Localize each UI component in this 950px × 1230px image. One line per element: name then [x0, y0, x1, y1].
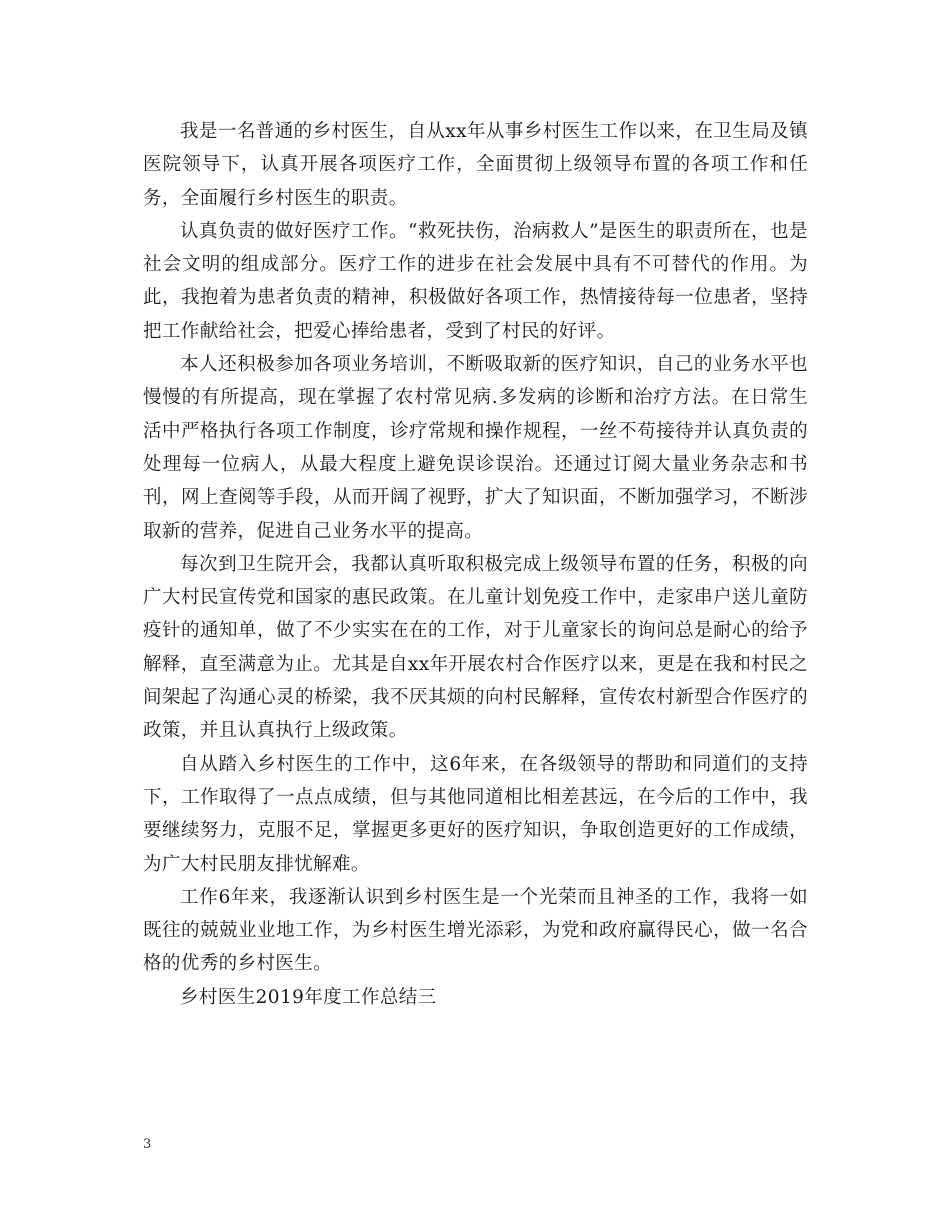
document-body: [143, 115, 808, 1014]
page-number: 3: [143, 1137, 152, 1152]
paragraph: 本人还积极参加各项业务培训，不断吸取新的医疗知识，自己的业务水平也慢慢的有所提高，现在掌握了农村常见病.多发病的诊断和治疗方法。在日常生活中严格执行各项工作制度，诊疗常规和操作规程，一丝不苟接待并认真负责的处理每一位病人，从最大程度上避免误诊误治。还通过订阅大量业务杂志和书刊，网上查阅等手段，从而开阔了视野，扩大了知识面，不断加强学习，不断涉取新的营养，促进自己业务水平的提高。: [143, 354, 808, 542]
paragraph: 认真负责的做好医疗工作。“救死扶伤，治病救人”是医生的职责所在，也是社会文明的组成部分。医疗工作的进步在社会发展中具有不可替代的作用。为此，我抱着为患者负责的精神，积极做好各项工作，热情接待每一位患者，坚持把工作献给社会，把爱心捧给患者，受到了村民的好评。: [143, 220, 808, 342]
paragraph: 我是一名普通的乡村医生，自从xx年从事乡村医生工作以来，在卫生局及镇医院领导下，认真开展各项医疗工作，全面贯彻上级领导布置的各项工作和任务，全面履行乡村医生的职责。: [143, 121, 808, 209]
section-heading: 乡村医生2019年度工作总结三: [180, 986, 437, 1008]
paragraph: 每次到卫生院开会，我都认真听取积极完成上级领导布置的任务，积极的向广大村民宣传党和国家的惠民政策。在儿童计划免疫工作中，走家串户送儿童防疫针的通知单，做了不少实实在在的工作，对于儿童家长的询问总是耐心的给予解释，直至满意为止。尤其是自xx年开展农村合作医疗以来，更是在我和村民之间架起了沟通心灵的桥梁，我不厌其烦的向村民解释，宣传农村新型合作医疗的政策，并且认真执行上级政策。: [143, 553, 808, 742]
paragraph: 自从踏入乡村医生的工作中，这6年来，在各级领导的帮助和同道们的支持下，工作取得了一点点成绩，但与其他同道相比相差甚远，在今后的工作中，我要继续努力，克服不足，掌握更多更好的医疗知识，争取创造更好的工作成绩，为广大村民朋友排忧解难。: [143, 753, 808, 875]
paragraph: 工作6年来，我逐渐认识到乡村医生是一个光荣而且神圣的工作，我将一如既往的兢兢业业地工作，为乡村医生增光添彩，为党和政府赢得民心，做一名合格的优秀的乡村医生。: [143, 886, 808, 975]
